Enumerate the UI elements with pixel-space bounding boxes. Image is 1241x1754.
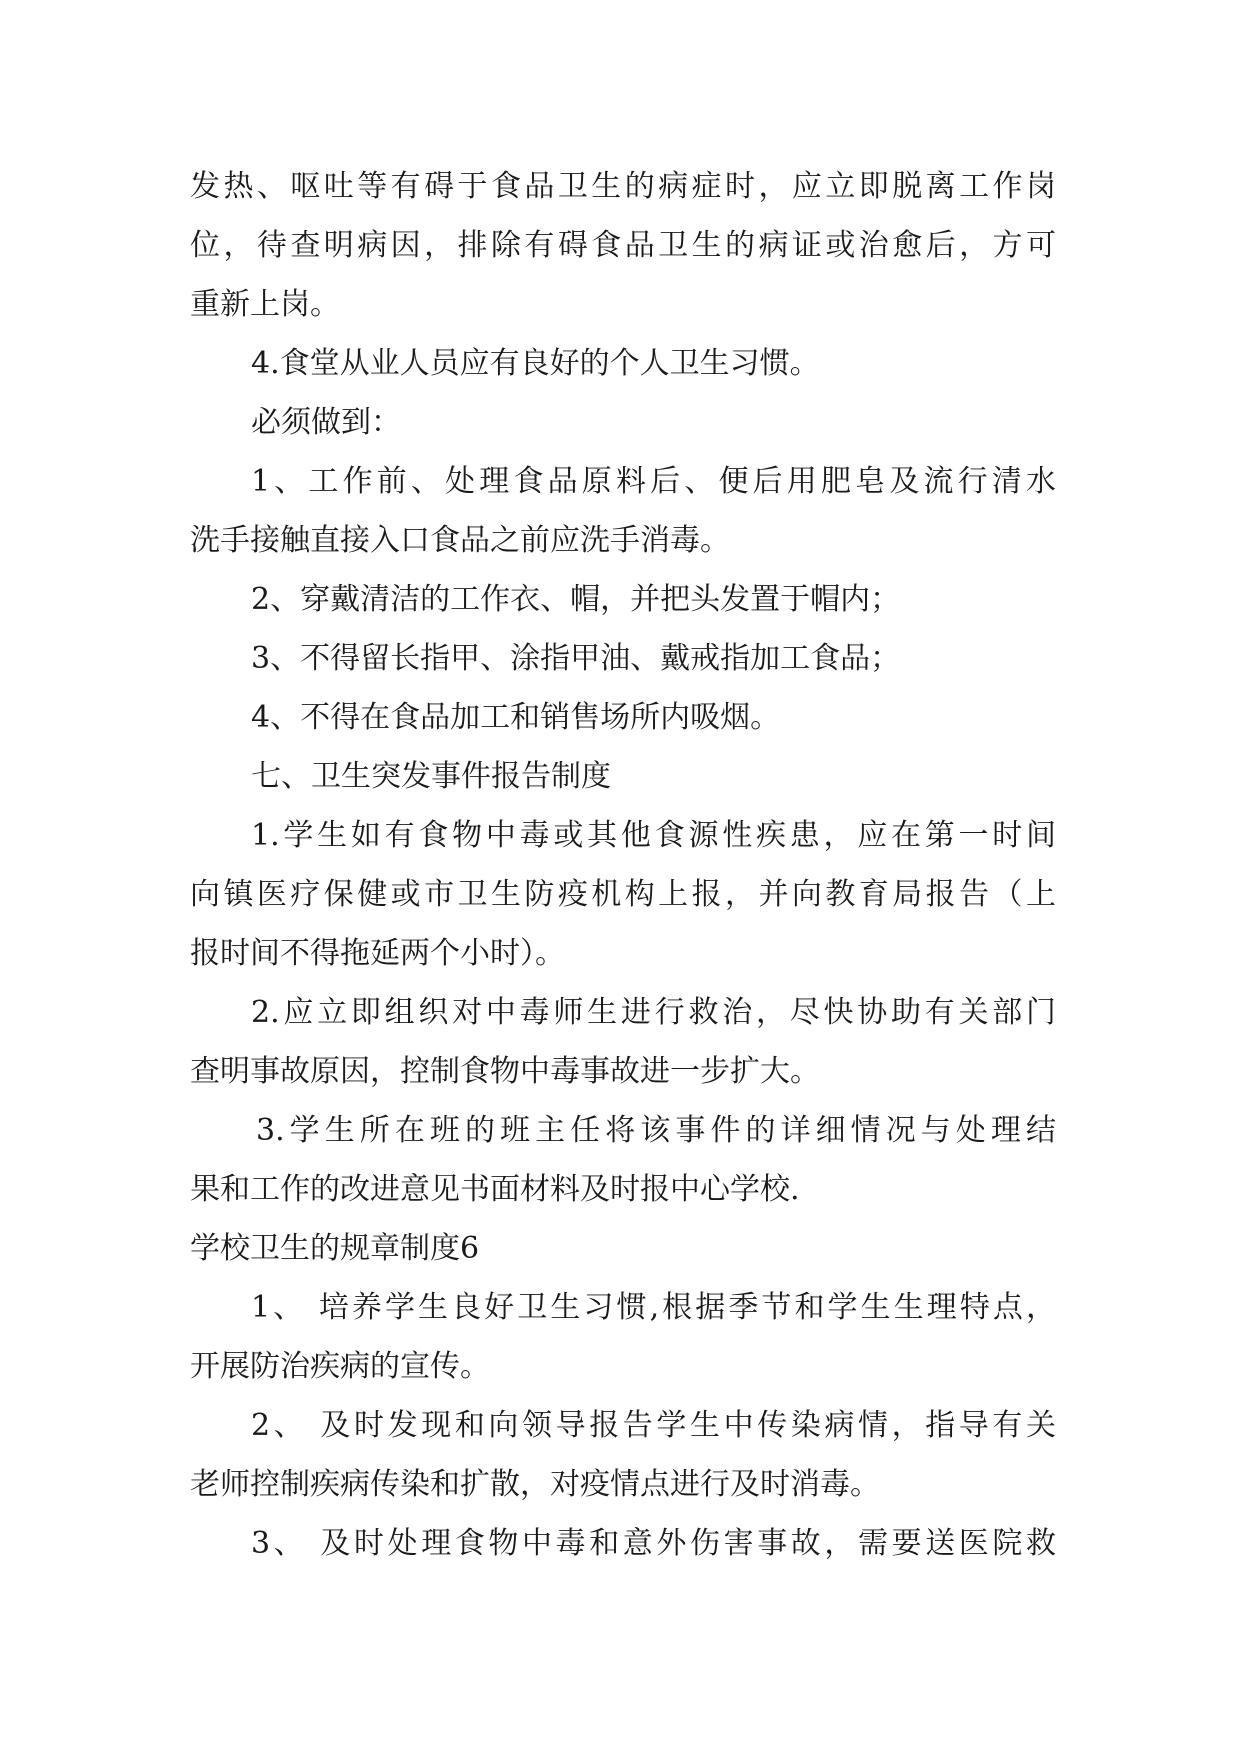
paragraph-line: 开展防治疾病的宣传。 bbox=[190, 1349, 490, 1384]
paragraph-line: 2、穿戴清洁的工作衣、帽，并把头发置于帽内； bbox=[251, 582, 901, 617]
paragraph-line: 向镇医疗保健或市卫生防疫机构上报，并向教育局报告（上 bbox=[190, 877, 1056, 912]
paragraph-line: 洗手接触直接入口食品之前应洗手消毒。 bbox=[190, 523, 730, 558]
document-subtitle: 学校卫生的规章制度6 bbox=[190, 1231, 480, 1266]
paragraph-line: 3、 及时处理食物中毒和意外伤害事故，需要送医院救 bbox=[251, 1526, 1056, 1561]
paragraph-line: 发热、呕吐等有碍于食品卫生的病症时，应立即脱离工作岗 bbox=[190, 169, 1056, 204]
section-heading: 七、卫生突发事件报告制度 bbox=[251, 759, 611, 794]
paragraph-line: 重新上岗。 bbox=[190, 287, 340, 322]
paragraph-line: 1.学生如有食物中毒或其他食源性疾患，应在第一时间 bbox=[251, 818, 1056, 853]
paragraph-line: 1、工作前、处理食品原料后、便后用肥皂及流行清水 bbox=[251, 464, 1056, 499]
paragraph-line: 老师控制疾病传染和扩散，对疫情点进行及时消毒。 bbox=[190, 1467, 880, 1502]
paragraph-line: 果和工作的改进意见书面材料及时报中心学校. bbox=[190, 1172, 800, 1207]
paragraph-line: 2、 及时发现和向领导报告学生中传染病情，指导有关 bbox=[251, 1408, 1056, 1443]
paragraph-line: 位，待查明病因，排除有碍食品卫生的病证或治愈后，方可 bbox=[190, 228, 1056, 263]
paragraph-line: 报时间不得拖延两个小时）。 bbox=[190, 936, 565, 971]
paragraph-line: 2.应立即组织对中毒师生进行救治，尽快协助有关部门 bbox=[251, 995, 1056, 1030]
paragraph-line: 1、 培养学生良好卫生习惯,根据季节和学生生理特点， bbox=[251, 1290, 1056, 1325]
paragraph-line: 3、不得留长指甲、涂指甲油、戴戒指加工食品； bbox=[251, 641, 901, 676]
paragraph-line: 查明事故原因，控制食物中毒事故进一步扩大。 bbox=[190, 1054, 820, 1089]
paragraph-line: 4.食堂从业人员应有良好的个人卫生习惯。 bbox=[251, 346, 820, 381]
paragraph-line: 4、不得在食品加工和销售场所内吸烟。 bbox=[251, 700, 781, 735]
paragraph-line: 必须做到： bbox=[251, 405, 401, 440]
paragraph-line: 3.学生所在班的班主任将该事件的详细情况与处理结 bbox=[256, 1113, 1056, 1148]
document-body bbox=[190, 157, 1056, 1573]
